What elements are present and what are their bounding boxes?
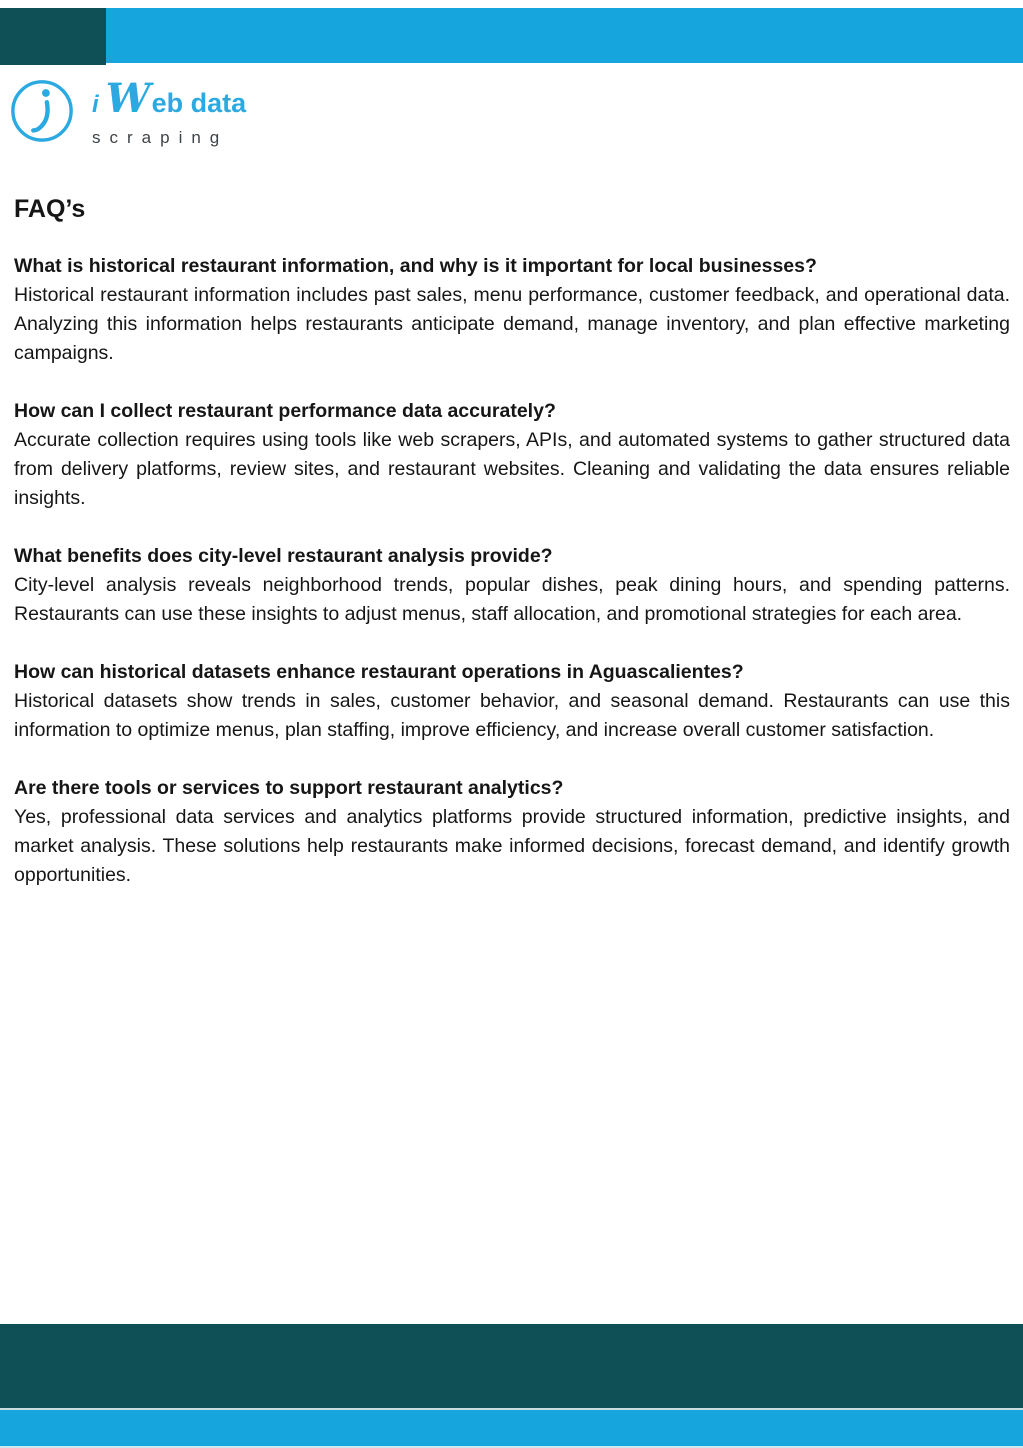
faq-answer: Historical datasets show trends in sales, customer behavior, and seasonal demand. Restaurants can use this information to optimize menus, plan staffing, improve efficiency, and increase overall customer satisfaction.	[14, 690, 1010, 741]
faq-answer: City-level analysis reveals neighborhood trends, popular dishes, peak dining hours, and spending patterns. Restaurants can use these insights to adjust menus, staff allocation, and promotional strategies for each area.	[14, 574, 1010, 625]
logo-circle-j-icon	[8, 76, 76, 144]
bottom-banner-teal-bar	[0, 1324, 1023, 1408]
faq-question: How can historical datasets enhance restaurant operations in Aguascalientes?	[14, 661, 744, 683]
faq-item	[14, 774, 1010, 890]
faq-list	[14, 252, 1010, 919]
logo-wordmark	[92, 76, 246, 148]
faq-answer: Historical restaurant information includes past sales, menu performance, customer feedback, and operational data. Analyzing this information helps restaurants anticipate demand, manage inventory, and plan effective marketing campaigns.	[14, 284, 1010, 364]
page-title: FAQ’s	[14, 195, 86, 223]
faq-answer: Accurate collection requires using tools like web scrapers, APIs, and automated systems to gather structured data from delivery platforms, review sites, and restaurant websites. Cleaning and validating the data ensures reliable insights.	[14, 429, 1010, 509]
faq-question: How can I collect restaurant performance data accurately?	[14, 400, 556, 422]
faq-item	[14, 397, 1010, 513]
faq-question: What is historical restaurant information, and why is it important for local businesses?	[14, 255, 817, 277]
logo-subtitle: scraping	[92, 128, 229, 147]
top-banner-teal-block	[0, 8, 106, 65]
top-banner-cyan-bar	[106, 8, 1023, 63]
faq-question: What benefits does city-level restaurant analysis provide?	[14, 545, 553, 567]
faq-item	[14, 658, 1010, 745]
logo-brand-name	[92, 75, 247, 125]
brand-logo	[8, 76, 246, 148]
logo-brand-rest: eb data	[151, 88, 247, 118]
faq-answer: Yes, professional data services and analytics platforms provide structured information, predictive insights, and market analysis. These solutions help restaurants make informed decisions, forecast demand, and identify growth opportunities.	[14, 806, 1010, 886]
logo-i-letter: i	[92, 91, 99, 118]
faq-item	[14, 542, 1010, 629]
bottom-banner-cyan-bar	[0, 1410, 1023, 1446]
faq-item	[14, 252, 1010, 368]
logo-w-letter: W	[105, 75, 151, 122]
faq-question: Are there tools or services to support restaurant analytics?	[14, 777, 564, 799]
